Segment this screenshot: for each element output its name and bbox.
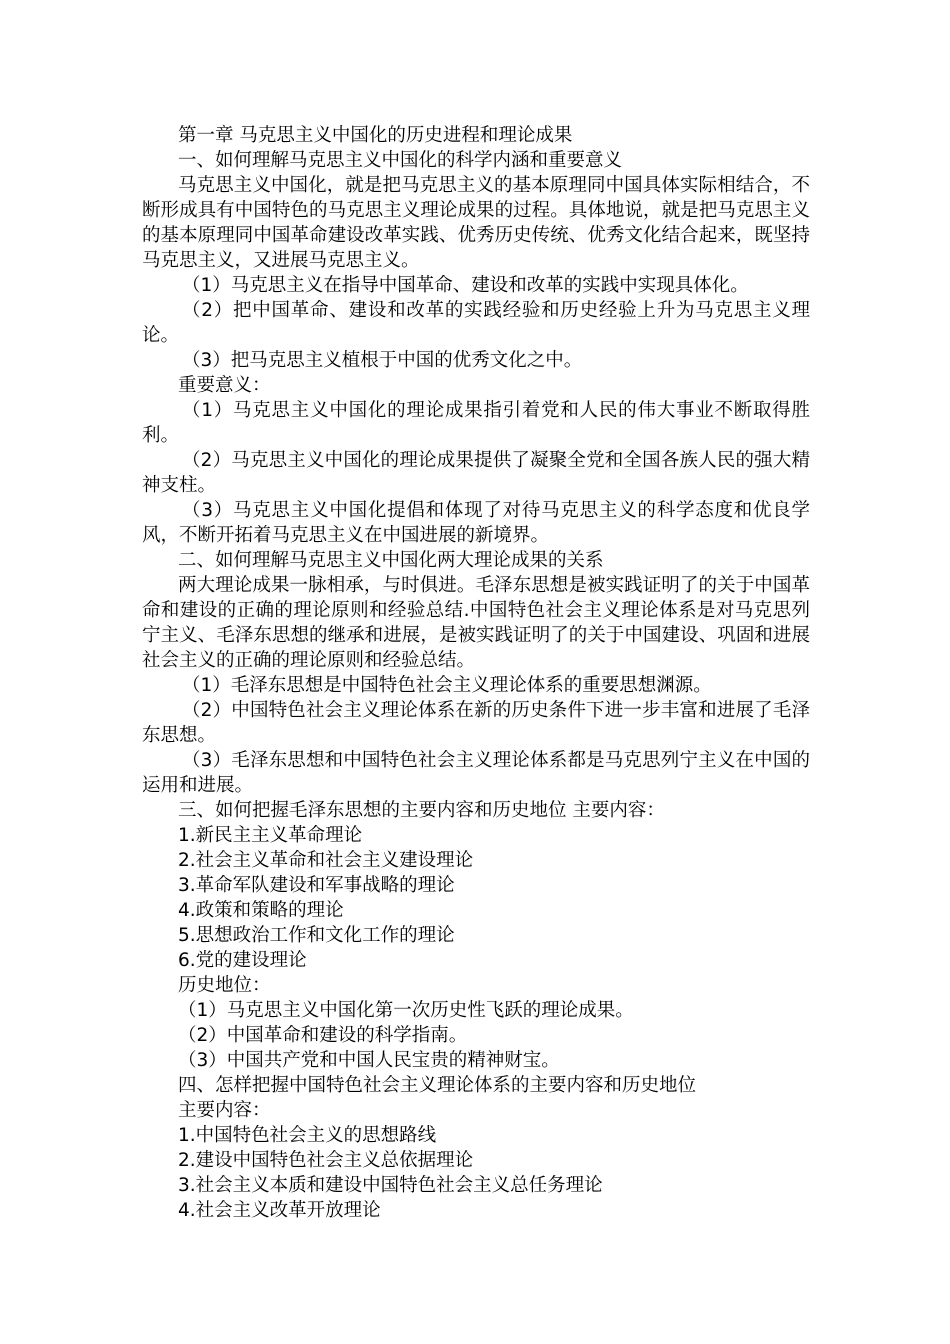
section-1-intro: 马克思主义中国化，就是把马克思主义的基本原理同中国具体实际相结合，不断形成具有中国特色的马克思主义理论成果的过程。具体地说，就是把马克思主义的基本原理同中国革命建设改革实践、优秀历史传统、优秀文化结合起来，既坚持马克思主义，又进展马克思主义。 xyxy=(142,175,810,271)
significance-item: （2）马克思主义中国化的理论成果提供了凝聚全党和全国各族人民的强大精神支柱。 xyxy=(142,450,810,496)
significance-item: （1）马克思主义中国化的理论成果指引着党和人民的伟大事业不断取得胜利。 xyxy=(142,400,810,446)
historical-status-item: （2）中国革命和建设的科学指南。 xyxy=(178,1025,468,1046)
section-4-heading: 四、怎样把握中国特色社会主义理论体系的主要内容和历史地位 xyxy=(178,1075,697,1096)
significance-label: 重要意义： xyxy=(178,375,271,396)
section-4-content-item: 4.社会主义改革开放理论 xyxy=(178,1200,381,1221)
section-4-content-item: 3.社会主义本质和建设中国特色社会主义总任务理论 xyxy=(178,1175,603,1196)
section-2-item: （2）中国特色社会主义理论体系在新的历史条件下进一步丰富和进展了毛泽东思想。 xyxy=(142,700,810,746)
section-3-heading: 三、如何把握毛泽东思想的主要内容和历史地位 主要内容： xyxy=(178,800,665,821)
section-3-content-item: 1.新民主主义革命理论 xyxy=(178,825,363,846)
document-body xyxy=(142,123,810,1223)
section-3-content-item: 4.政策和策略的理论 xyxy=(178,900,344,921)
significance-item: （3）马克思主义中国化提倡和体现了对待马克思主义的科学态度和优良学风，不断开拓着马克思主义在中国进展的新境界。 xyxy=(142,500,810,546)
section-4-content-item: 1.中国特色社会主义的思想路线 xyxy=(178,1125,437,1146)
historical-status-label: 历史地位： xyxy=(178,975,271,996)
section-1-item: （1）马克思主义在指导中国革命、建设和改革的实践中实现具体化。 xyxy=(182,275,749,296)
section-3-content-item: 6.党的建设理论 xyxy=(178,950,307,971)
section-2-item: （3）毛泽东思想和中国特色社会主义理论体系都是马克思列宁主义在中国的运用和进展。 xyxy=(142,750,810,796)
section-1-item: （3）把马克思主义植根于中国的优秀文化之中。 xyxy=(182,350,583,371)
section-3-content-item: 3.革命军队建设和军事战略的理论 xyxy=(178,875,455,896)
historical-status-item: （3）中国共产党和中国人民宝贵的精神财宝。 xyxy=(178,1050,560,1071)
section-4-content-label: 主要内容： xyxy=(178,1100,271,1121)
section-4-content-item: 2.建设中国特色社会主义总依据理论 xyxy=(178,1150,474,1171)
chapter-title: 第一章 马克思主义中国化的历史进程和理论成果 xyxy=(178,125,573,146)
historical-status-item: （1）马克思主义中国化第一次历史性飞跃的理论成果。 xyxy=(178,1000,634,1021)
section-2-intro: 两大理论成果一脉相承，与时俱进。毛泽东思想是被实践证明了的关于中国革命和建设的正确的理论原则和经验总结.中国特色社会主义理论体系是对马克思列宁主义、毛泽东思想的继承和进展，是被实践证明了的关于中国建设、巩固和进展社会主义的正确的理论原则和经验总结。 xyxy=(142,575,810,671)
section-2-heading: 二、如何理解马克思主义中国化两大理论成果的关系 xyxy=(178,550,604,571)
section-3-content-item: 2.社会主义革命和社会主义建设理论 xyxy=(178,850,474,871)
section-1-item: （2）把中国革命、建设和改革的实践经验和历史经验上升为马克思主义理论。 xyxy=(142,300,810,346)
section-3-content-item: 5.思想政治工作和文化工作的理论 xyxy=(178,925,455,946)
section-2-item: （1）毛泽东思想是中国特色社会主义理论体系的重要思想渊源。 xyxy=(182,675,712,696)
section-1-heading: 一、如何理解马克思主义中国化的科学内涵和重要意义 xyxy=(178,150,623,171)
